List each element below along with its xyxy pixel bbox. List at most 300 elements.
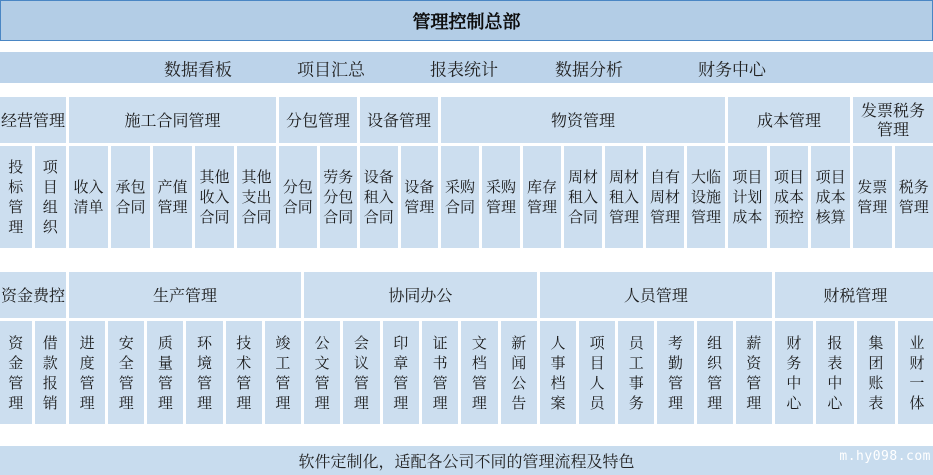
module-cell-label	[486, 177, 516, 217]
module-cell-line: 织	[42, 218, 58, 236]
module-cell[interactable]	[35, 146, 67, 248]
module-cell[interactable]	[0, 321, 32, 424]
site-watermark: m.hy098.com	[839, 449, 931, 464]
module-cell-line: 成本	[773, 188, 804, 206]
module-cell-line: 账	[868, 373, 884, 392]
module-cell-line: 业	[909, 333, 925, 352]
module-cell-line: 管	[8, 373, 24, 392]
module-cell-line: 管	[275, 373, 291, 392]
module-cell-line: 计划	[732, 188, 763, 206]
module-cell[interactable]	[108, 321, 144, 424]
module-cell[interactable]	[728, 146, 767, 248]
module-cell-label	[43, 333, 58, 413]
module-cell-line: 管	[8, 198, 24, 216]
module-cell-label	[550, 333, 565, 413]
module-cell-line: 劳务	[323, 168, 354, 186]
module-cell-line: 事	[628, 373, 644, 392]
module-cell[interactable]	[811, 146, 850, 248]
module-cell[interactable]	[279, 146, 317, 248]
module-cell-label	[393, 333, 408, 413]
module-cell-label	[857, 177, 887, 217]
module-group	[0, 97, 66, 248]
group-cells	[304, 321, 537, 424]
module-cell-line: 租入	[608, 188, 639, 206]
module-cell-line: 金	[8, 353, 24, 372]
module-group	[0, 272, 66, 424]
page-title: 管理控制总部	[412, 11, 521, 33]
module-cell-label	[527, 177, 557, 217]
group-cells	[279, 146, 357, 248]
module-cell-label	[707, 333, 722, 413]
module-cell[interactable]	[304, 321, 340, 424]
module-cell-line: 管理	[898, 198, 929, 216]
module-cell[interactable]	[195, 146, 234, 248]
module-cell[interactable]	[618, 321, 654, 424]
module-cell-line: 团	[868, 353, 884, 372]
module-cell-line: 设备	[404, 178, 435, 196]
group-cells	[0, 321, 66, 424]
module-cell-line: 收入	[199, 188, 230, 206]
module-group	[728, 97, 850, 248]
module-cell[interactable]	[35, 321, 67, 424]
module-cell[interactable]	[697, 321, 733, 424]
module-cell-label	[8, 333, 23, 413]
group-header[interactable]: 人员管理	[540, 272, 772, 318]
module-cell-line: 公	[314, 333, 330, 352]
module-cell-line: 管	[667, 373, 683, 392]
module-cell-line: 借	[42, 333, 58, 352]
module-group	[69, 272, 301, 424]
module-cell[interactable]	[898, 321, 933, 424]
module-cell-label	[241, 167, 271, 227]
module-cell[interactable]	[564, 146, 602, 248]
group-cells	[69, 146, 276, 248]
module-group	[441, 97, 725, 248]
module-cell-line: 项目	[732, 168, 763, 186]
group-cells	[360, 146, 438, 248]
module-cell-label	[73, 177, 103, 217]
module-cell-line: 成本	[732, 208, 763, 226]
module-cell-line: 书	[432, 353, 448, 372]
module-cell-line: 管	[79, 373, 95, 392]
module-cell-line: 进	[79, 333, 95, 352]
module-cell-line: 核算	[815, 208, 846, 226]
module-cell-line: 报	[827, 333, 843, 352]
module-cell-line: 公	[511, 373, 527, 392]
module-cell-line: 收入	[73, 178, 104, 196]
module-cell-line: 理	[79, 393, 95, 412]
module-cell-line: 管	[746, 373, 762, 392]
group-header[interactable]: 物资管理	[441, 97, 725, 143]
module-cell-line: 理	[667, 393, 683, 412]
module-cell-line: 管理	[690, 208, 721, 226]
nav-item-finance-center[interactable]: 财务中心	[698, 60, 766, 80]
module-cell-label	[568, 167, 598, 227]
module-cell-line: 印	[393, 333, 409, 352]
group-cells	[441, 146, 725, 248]
module-cell-label	[364, 167, 394, 227]
module-cell-label	[158, 333, 173, 413]
module-cell[interactable]	[186, 321, 222, 424]
module-cell[interactable]	[687, 146, 725, 248]
module-cell-label	[315, 333, 330, 413]
module-cell-line: 安	[118, 333, 134, 352]
group-cells	[775, 321, 933, 424]
module-cell-line: 闻	[511, 353, 527, 372]
module-cell-line: 合同	[241, 208, 272, 226]
module-cell-line: 管	[157, 373, 173, 392]
module-cell-label	[774, 167, 804, 227]
module-cell-line: 款	[42, 353, 58, 372]
nav-item-project-summary[interactable]: 项目汇总	[297, 60, 365, 80]
module-cell-label	[283, 177, 313, 217]
module-cell-line: 产值	[157, 178, 188, 196]
module-group	[360, 97, 438, 248]
module-cell-line: 竣	[275, 333, 291, 352]
module-cell-line: 心	[827, 393, 843, 412]
module-cell-label	[119, 333, 134, 413]
module-cell[interactable]	[605, 146, 643, 248]
module-cell[interactable]	[265, 321, 301, 424]
module-cell-label	[590, 333, 605, 413]
module-cell-line: 人	[589, 373, 605, 392]
module-group	[775, 272, 933, 424]
module-cell-line: 合同	[567, 208, 598, 226]
group-header[interactable]: 设备管理	[360, 97, 438, 143]
group-header[interactable]: 财税管理	[775, 272, 933, 318]
module-cell-line: 周材	[608, 168, 639, 186]
module-cell[interactable]	[147, 321, 183, 424]
module-cell-line: 表	[868, 393, 884, 412]
module-cell-line: 管	[236, 373, 252, 392]
group-header[interactable]: 发票税务管理	[853, 97, 933, 143]
group-cells	[728, 146, 850, 248]
module-cell-line: 中	[786, 373, 802, 392]
group-header[interactable]: 成本管理	[728, 97, 850, 143]
module-group	[540, 272, 772, 424]
footer-tagline: 软件定制化，适配各公司不同的管理流程及特色	[298, 452, 635, 471]
module-cell[interactable]	[69, 146, 108, 248]
module-cell-label	[909, 333, 924, 413]
group-header[interactable]: 经营管理	[0, 97, 66, 143]
module-cell-line: 项	[589, 333, 605, 352]
module-cell-label	[80, 333, 95, 413]
module-cell[interactable]	[736, 321, 772, 424]
module-cell-line: 员	[628, 333, 644, 352]
module-cell-line: 设备	[363, 168, 394, 186]
module-group	[279, 97, 357, 248]
module-cell-line: 事	[550, 353, 566, 372]
module-cell-line: 财	[909, 353, 925, 372]
module-cell-line: 理	[471, 393, 487, 412]
module-cell-line: 管理	[526, 198, 557, 216]
module-cell[interactable]	[461, 321, 497, 424]
module-cell[interactable]	[646, 146, 684, 248]
module-cell-label	[43, 157, 58, 237]
module-cell-label	[275, 333, 290, 413]
module-cell-line: 目	[589, 353, 605, 372]
module-cell-line: 理	[746, 393, 762, 412]
module-cell-line: 承包	[115, 178, 146, 196]
module-cell[interactable]	[816, 321, 854, 424]
module-cell-line: 理	[8, 393, 24, 412]
module-cell-line: 分包	[323, 188, 354, 206]
module-cell-line: 采购	[444, 178, 475, 196]
group-header[interactable]: 分包管理	[279, 97, 357, 143]
module-cell[interactable]	[895, 146, 933, 248]
module-cell-line: 理	[197, 393, 213, 412]
module-cell[interactable]	[657, 321, 693, 424]
module-cell[interactable]	[111, 146, 150, 248]
module-cell-line: 标	[8, 178, 24, 196]
module-cell[interactable]	[853, 146, 892, 248]
module-cell-label	[511, 333, 526, 413]
module-cell-label	[472, 333, 487, 413]
module-cell-label	[691, 167, 721, 227]
module-cell-line: 管理	[608, 208, 639, 226]
module-cell-line: 分包	[282, 178, 313, 196]
module-cell-line: 库存	[526, 178, 557, 196]
module-cell-label	[404, 177, 434, 217]
module-cell-label	[354, 333, 369, 413]
module-cell[interactable]	[226, 321, 262, 424]
module-cell-line: 理	[157, 393, 173, 412]
module-cell-line: 新	[511, 333, 527, 352]
module-cell-line: 质	[157, 333, 173, 352]
module-cell-line: 技	[236, 333, 252, 352]
module-cell-line: 集	[868, 333, 884, 352]
module-cell-line: 证	[432, 333, 448, 352]
module-cell-line: 大临	[690, 168, 721, 186]
module-cell-label	[650, 167, 680, 227]
module-cell-line: 资	[746, 353, 762, 372]
module-cell-label	[668, 333, 683, 413]
module-cell-line: 度	[79, 353, 95, 372]
module-cell-line: 工	[628, 353, 644, 372]
module-cell-line: 合同	[199, 208, 230, 226]
nav-item-reports[interactable]: 报表统计	[430, 60, 498, 80]
module-cell-line: 资	[8, 333, 24, 352]
module-cell[interactable]	[69, 321, 105, 424]
group-header[interactable]: 协同办公	[304, 272, 537, 318]
module-cell-label	[197, 333, 212, 413]
group-cells	[540, 321, 772, 424]
module-cell[interactable]	[482, 146, 520, 248]
module-cell-line: 项	[42, 158, 58, 176]
module-cell-line: 管理	[649, 208, 680, 226]
footer-bar	[0, 446, 933, 475]
module-row-2	[0, 272, 933, 424]
module-cell-label	[786, 333, 801, 413]
module-cell-line: 管	[197, 373, 213, 392]
module-cell-line: 织	[707, 353, 723, 372]
module-cell[interactable]	[0, 146, 32, 248]
module-cell-line: 理	[393, 393, 409, 412]
module-cell-line: 合同	[363, 208, 394, 226]
module-cell-line: 预控	[773, 208, 804, 226]
group-cells	[853, 146, 933, 248]
module-cell-line: 档	[471, 353, 487, 372]
module-cell-label	[323, 167, 353, 227]
module-cell-label	[629, 333, 644, 413]
module-cell[interactable]	[523, 146, 561, 248]
module-cell-line: 会	[353, 333, 369, 352]
module-cell-line: 其他	[199, 168, 230, 186]
module-cell-line: 目	[42, 178, 58, 196]
module-row-1	[0, 97, 933, 248]
module-cell-line: 投	[8, 158, 24, 176]
module-cell-line: 周材	[567, 168, 598, 186]
module-cell-line: 理	[118, 393, 134, 412]
module-cell[interactable]	[501, 321, 537, 424]
module-cell-line: 管	[393, 373, 409, 392]
module-cell-line: 薪	[746, 333, 762, 352]
module-cell-line: 管	[314, 373, 330, 392]
module-cell-line: 一	[909, 373, 925, 392]
module-group	[853, 97, 933, 248]
module-cell-line: 文	[471, 333, 487, 352]
module-cell-line: 环	[197, 333, 213, 352]
module-cell[interactable]	[343, 321, 379, 424]
module-cell-line: 表	[827, 353, 843, 372]
module-cell-label	[732, 167, 762, 227]
module-cell-line: 合同	[323, 208, 354, 226]
module-cell-line: 发票	[857, 178, 888, 196]
module-cell-line: 税务	[898, 178, 929, 196]
group-cells	[0, 146, 66, 248]
group-header[interactable]: 资金费控	[0, 272, 66, 318]
module-cell[interactable]	[857, 321, 895, 424]
top-nav	[0, 52, 933, 83]
module-cell[interactable]	[360, 146, 398, 248]
module-cell-line: 组	[707, 333, 723, 352]
module-cell-line: 勤	[667, 353, 683, 372]
module-cell-line: 量	[157, 353, 173, 372]
module-cell-line: 理	[314, 393, 330, 412]
module-group	[304, 272, 537, 424]
module-cell[interactable]	[775, 321, 813, 424]
module-cell-line: 人	[550, 333, 566, 352]
module-cell-line: 理	[353, 393, 369, 412]
module-cell-line: 理	[8, 218, 24, 236]
module-cell-line: 成本	[815, 188, 846, 206]
module-cell-label	[899, 177, 929, 217]
module-cell-line: 档	[550, 373, 566, 392]
module-cell-line: 全	[118, 353, 134, 372]
module-cell-line: 清单	[73, 198, 104, 216]
module-cell[interactable]	[422, 321, 458, 424]
module-cell-line: 报	[42, 373, 58, 392]
module-cell-line: 理	[275, 393, 291, 412]
module-cell-line: 议	[353, 353, 369, 372]
module-cell-line: 术	[236, 353, 252, 372]
module-cell-line: 财	[786, 333, 802, 352]
title-bar	[0, 0, 933, 41]
module-cell-label	[199, 167, 229, 227]
module-cell-line: 管	[471, 373, 487, 392]
module-cell-line: 境	[197, 353, 213, 372]
module-cell-line: 合同	[282, 198, 313, 216]
group-header[interactable]: 施工合同管理	[69, 97, 276, 143]
module-cell-line: 心	[786, 393, 802, 412]
module-cell-line: 租入	[363, 188, 394, 206]
nav-item-data-analysis[interactable]: 数据分析	[555, 60, 623, 80]
module-cell-line: 管理	[485, 198, 516, 216]
module-cell-label	[445, 177, 475, 217]
module-cell-line: 章	[393, 353, 409, 372]
module-cell-line: 务	[628, 393, 644, 412]
module-cell[interactable]	[383, 321, 419, 424]
module-cell[interactable]	[153, 146, 192, 248]
module-cell-label	[868, 333, 883, 413]
group-cells	[69, 321, 301, 424]
module-cell[interactable]	[540, 321, 576, 424]
module-cell-line: 合同	[444, 198, 475, 216]
module-cell-line: 合同	[115, 198, 146, 216]
module-cell-line: 管	[118, 373, 134, 392]
module-cell-line: 销	[42, 393, 58, 412]
module-cell-line: 支出	[241, 188, 272, 206]
module-cell-line: 案	[550, 393, 566, 412]
module-cell-line: 租入	[567, 188, 598, 206]
module-cell-line: 周材	[649, 188, 680, 206]
module-cell-line: 理	[432, 393, 448, 412]
module-cell-line: 员	[589, 393, 605, 412]
module-cell-label	[609, 167, 639, 227]
module-cell[interactable]	[441, 146, 479, 248]
module-cell-line: 管	[432, 373, 448, 392]
module-cell-line: 理	[707, 393, 723, 412]
module-cell-line: 理	[236, 393, 252, 412]
module-cell-line: 采购	[485, 178, 516, 196]
module-cell-line: 体	[909, 393, 925, 412]
module-group	[69, 97, 276, 248]
module-cell-line: 务	[786, 353, 802, 372]
group-header[interactable]: 生产管理	[69, 272, 301, 318]
module-cell-line: 设施	[690, 188, 721, 206]
module-cell[interactable]	[237, 146, 276, 248]
module-cell-line: 中	[827, 373, 843, 392]
module-cell-line: 其他	[241, 168, 272, 186]
module-cell-line: 自有	[649, 168, 680, 186]
module-cell-line: 管理	[157, 198, 188, 216]
module-cell-line: 文	[314, 353, 330, 372]
module-cell-label	[236, 333, 251, 413]
module-cell-label	[8, 157, 23, 237]
module-cell-label	[746, 333, 761, 413]
module-cell-label	[827, 333, 842, 413]
module-cell-line: 项目	[815, 168, 846, 186]
module-cell-label	[433, 333, 448, 413]
module-cell-line: 管	[707, 373, 723, 392]
nav-item-dashboard[interactable]: 数据看板	[164, 60, 232, 80]
module-cell-label	[115, 177, 145, 217]
module-cell-line: 项目	[773, 168, 804, 186]
module-cell-line: 工	[275, 353, 291, 372]
module-cell-line: 管	[353, 373, 369, 392]
module-cell[interactable]	[401, 146, 439, 248]
module-cell[interactable]	[579, 321, 615, 424]
module-cell-label	[816, 167, 846, 227]
module-cell-line: 管理	[857, 198, 888, 216]
module-cell-line: 组	[42, 198, 58, 216]
module-cell[interactable]	[320, 146, 358, 248]
module-cell-line: 管理	[404, 198, 435, 216]
module-cell[interactable]	[770, 146, 809, 248]
module-cell-line: 告	[511, 393, 527, 412]
module-cell-line: 考	[667, 333, 683, 352]
module-cell-label	[157, 177, 187, 217]
